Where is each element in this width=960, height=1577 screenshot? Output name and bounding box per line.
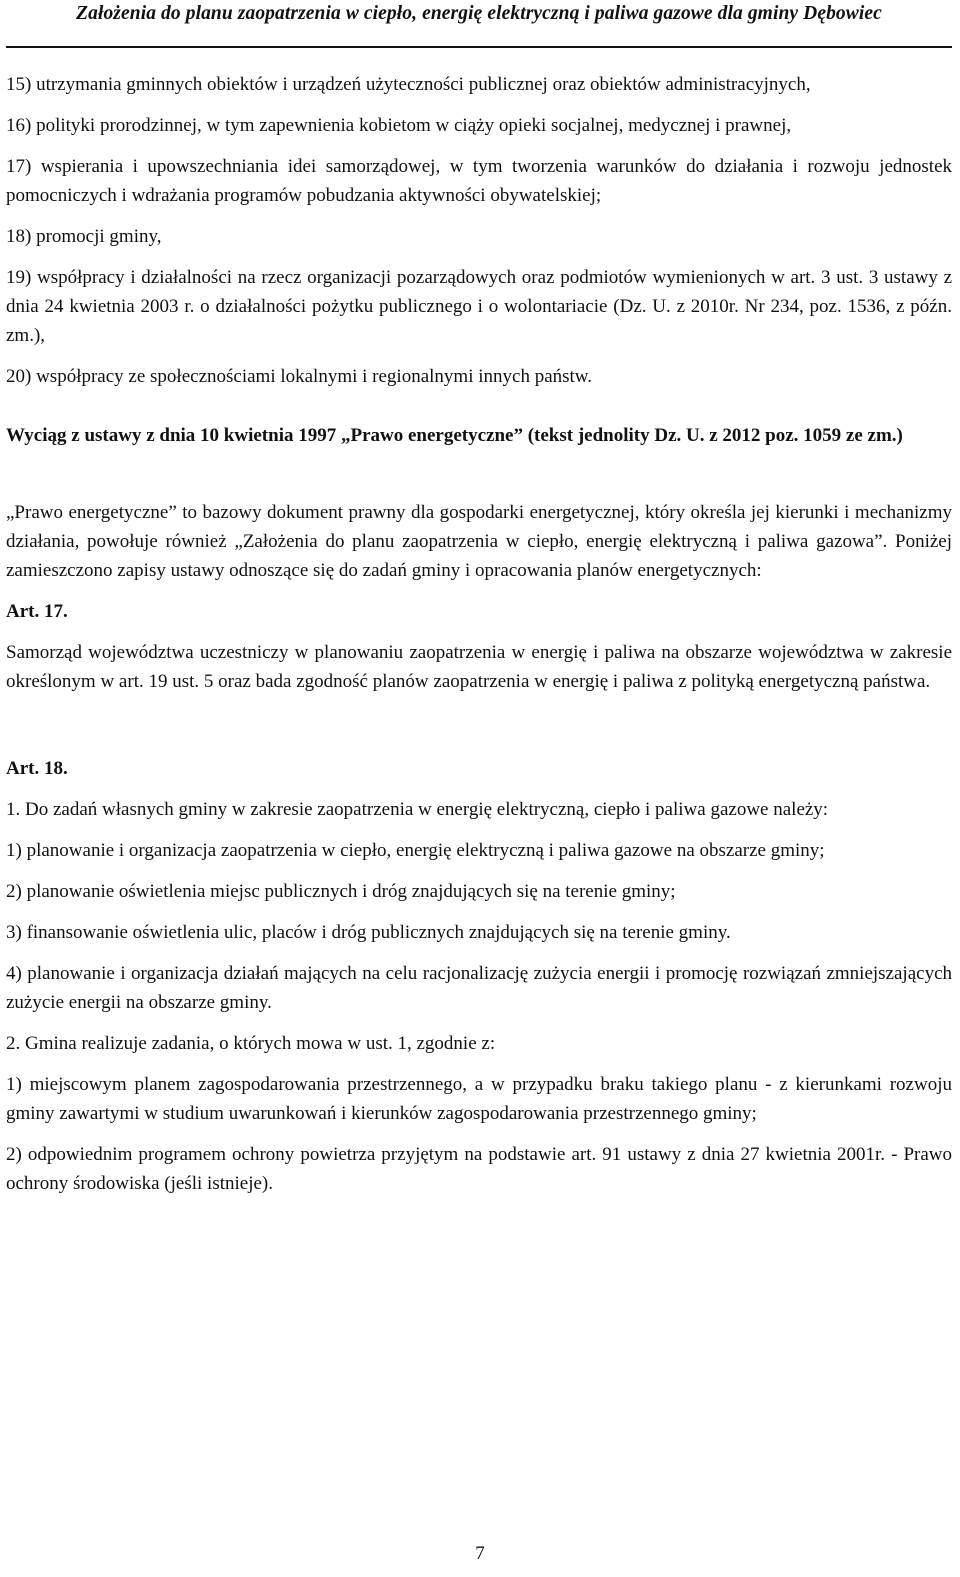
art17-heading: Art. 17. [6, 601, 68, 622]
art18-point1-item-2: 2) planowanie oświetlenia miejsc publicznych i dróg znajdujących się na terenie gminy; [6, 881, 676, 902]
list-item-15: 15) utrzymania gminnych obiektów i urządzeń użyteczności publicznej oraz obiektów administracyjnych, [6, 74, 811, 95]
art18-point2: 2. Gmina realizuje zadania, o których mowa w ust. 1, zgodnie z: [6, 1033, 496, 1054]
page-number: 7 [475, 1543, 485, 1564]
art18-point1-item-1: 1) planowanie i organizacja zaopatrzenia w ciepło, energię elektryczną i paliwa gazowe na obszarze gminy; [6, 840, 825, 861]
list-item-18: 18) promocji gminy, [6, 226, 162, 247]
art18-point2-item-1: 1) miejscowym planem zagospodarowania przestrzennego, a w przypadku braku takiego planu - z kierunkami rozwoju gminy zawartymi w studium uwarunkowań i kierunków zagospodarowania przestrzennego gminy; [6, 1074, 952, 1124]
list-item-20: 20) współpracy ze społecznościami lokalnymi i regionalnymi innych państw. [6, 366, 593, 387]
list-item-19: 19) współpracy i działalności na rzecz organizacji pozarządowych oraz podmiotów wymienionych w art. 3 ust. 3 ustawy z dnia 24 kwietnia 2003 r. o działalności pożytku publicznego i o wolontariacie (Dz. U. z 2010r. Nr 234, poz. 1536, z późn. zm.), [6, 267, 952, 346]
art17-text: Samorząd województwa uczestniczy w planowaniu zaopatrzenia w energię i paliwa na obszarze województwa w zakresie określonym w art. 19 ust. 5 oraz bada zgodność planów zaopatrzenia w energię i paliwa z polityką energetyczną państwa. [6, 642, 952, 692]
art18-heading: Art. 18. [6, 758, 68, 779]
extract-heading: Wyciąg z ustawy z dnia 10 kwietnia 1997 „Prawo energetyczne” (tekst jednolity Dz. U. z 2012 poz. 1059 ze zm.) [6, 425, 903, 446]
running-header [6, 0, 952, 48]
art18-point1: 1. Do zadań własnych gminy w zakresie zaopatrzenia w energię elektryczną, ciepło i paliwa gazowe należy: [6, 799, 829, 820]
art18-point1-item-4: 4) planowanie i organizacja działań mających na celu racjonalizację zużycia energii i promocję rozwiązań zmniejszających zużycie energii na obszarze gminy. [6, 963, 952, 1013]
art18-point2-item-2: 2) odpowiednim programem ochrony powietrza przyjętym na podstawie art. 91 ustawy z dnia 27 kwietnia 2001r. - Prawo ochrony środowiska (jeśli istnieje). [6, 1144, 952, 1194]
intro-paragraph: „Prawo energetyczne” to bazowy dokument prawny dla gospodarki energetycznej, który określa jej kierunki i mechanizmy działania, powołuje również „Założenia do planu zaopatrzenia w ciepło, energię elektryczną i paliwa gazowa”. Poniżej zamieszczono zapisy ustawy odnoszące się do zadań gminy i opracowania planów energetycznych: [6, 502, 952, 581]
page-content [6, 70, 952, 1210]
header-title: Założenia do planu zaopatrzenia w ciepło, energię elektryczną i paliwa gazowe dla gminy Dębowiec [76, 3, 882, 24]
list-item-17: 17) wspierania i upowszechniania idei samorządowej, w tym tworzenia warunków do działania i rozwoju jednostek pomocniczych i wdrażania programów pobudzania aktywności obywatelskiej; [6, 156, 952, 206]
art18-point1-item-3: 3) finansowanie oświetlenia ulic, placów i dróg publicznych znajdujących się na terenie gminy. [6, 922, 731, 943]
list-item-16: 16) polityki prorodzinnej, w tym zapewnienia kobietom w ciąży opieki socjalnej, medycznej i prawnej, [6, 115, 792, 136]
